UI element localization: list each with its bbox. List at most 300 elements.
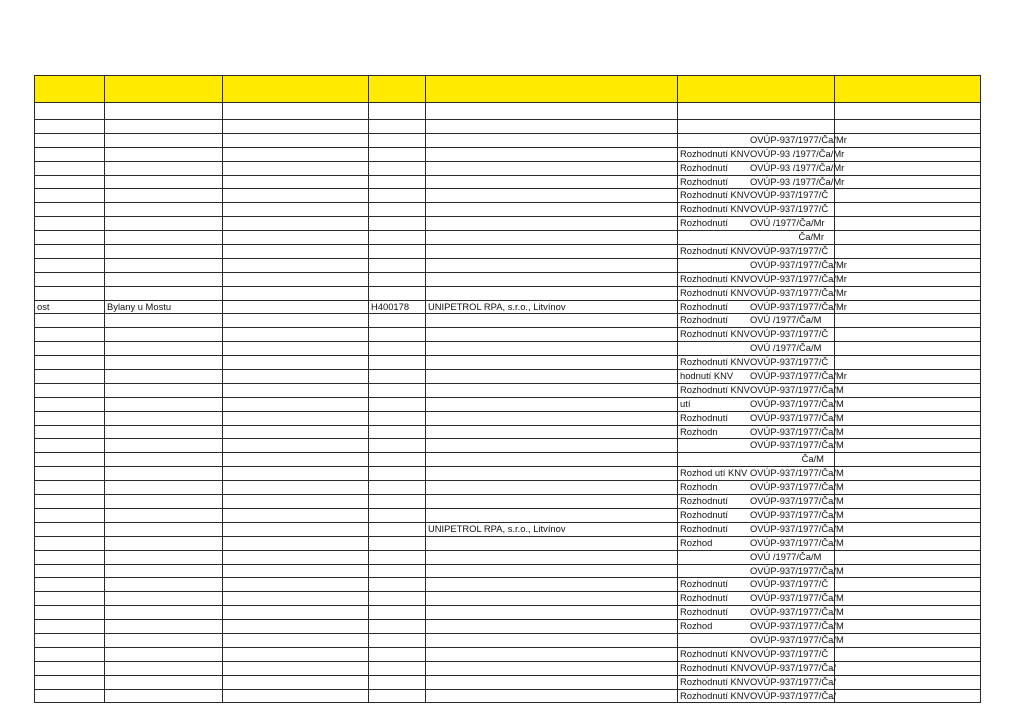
table-row	[35, 328, 981, 342]
owner-cell	[426, 189, 678, 203]
owner-cell	[426, 467, 678, 481]
blank-cell	[835, 314, 981, 328]
blank-cell	[835, 203, 981, 217]
table-row	[35, 481, 981, 495]
parcel-cell	[223, 342, 369, 356]
blank-cell	[835, 328, 981, 342]
blank-cell	[835, 425, 981, 439]
decision-reference: OVÚP-937/1977/Č	[750, 647, 829, 659]
blank-cell	[835, 661, 981, 675]
cadastral-area-cell	[105, 120, 223, 134]
blank-cell	[835, 689, 981, 703]
table-row	[35, 161, 981, 175]
decision-type: Rozhodnutí	[680, 300, 728, 312]
decision-reference: OVÚP-937/1977/Č	[750, 328, 829, 340]
blank-cell	[835, 592, 981, 606]
blank-cell	[835, 356, 981, 370]
table-row	[35, 397, 981, 411]
parcel-cell	[223, 439, 369, 453]
decision-type: Rozhodnutí	[680, 606, 728, 618]
table-row	[35, 508, 981, 522]
decision-cell	[678, 272, 847, 286]
decision-cell	[678, 564, 844, 578]
owner-cell	[426, 161, 678, 175]
blank-cell	[835, 175, 981, 189]
cadastral-area-cell	[105, 425, 223, 439]
table-row	[35, 342, 981, 356]
table-row	[35, 286, 981, 300]
owner-cell	[426, 258, 678, 272]
owner-cell	[426, 661, 678, 675]
table-row	[35, 647, 981, 661]
cadastral-area-cell	[105, 661, 223, 675]
decision-reference: OVÚ /1977/Ča/M	[750, 314, 822, 326]
code-cell	[369, 578, 426, 592]
code-cell	[369, 647, 426, 661]
decision-reference: OVÚ /1977/Ča/Mr	[750, 217, 825, 229]
blank-cell	[835, 245, 981, 259]
code-cell	[369, 217, 426, 231]
cadastral-area-cell	[105, 689, 223, 703]
cadastral-area-cell	[105, 647, 223, 661]
code-cell	[369, 120, 426, 134]
parcel-cell	[223, 328, 369, 342]
blank-cell	[835, 161, 981, 175]
decision-type: Rozhodnutí KNV	[680, 689, 750, 701]
table-row	[35, 175, 981, 189]
owner-cell	[426, 175, 678, 189]
cadastral-area-cell	[105, 245, 223, 259]
code-cell	[369, 103, 426, 120]
decision-cell	[678, 120, 835, 134]
decision-reference: OVÚP-937/1977/Ča/M	[750, 495, 844, 507]
code-cell	[369, 147, 426, 161]
code-cell	[369, 425, 426, 439]
decision-reference: OVÚP-937/1977/Č	[750, 189, 829, 201]
decision-cell	[678, 508, 844, 522]
owner-cell	[426, 133, 678, 147]
table-row	[35, 522, 981, 536]
decision-cell	[678, 689, 835, 703]
code-cell	[369, 606, 426, 620]
decision-cell	[678, 203, 835, 217]
cadastral-area-cell	[105, 467, 223, 481]
decision-reference: OVÚP-937/1977/Ča/M	[750, 383, 844, 395]
table-row	[35, 620, 981, 634]
blank-cell	[835, 467, 981, 481]
cadastral-area-cell	[105, 675, 223, 689]
region-cell	[35, 620, 105, 634]
blank-cell	[835, 120, 981, 134]
table-row	[35, 564, 981, 578]
cadastral-area-cell	[105, 522, 223, 536]
decision-type: Rozhodnutí KNV	[680, 647, 750, 659]
decision-type: Rozhodnutí KNV	[680, 328, 750, 340]
blank-cell	[835, 578, 981, 592]
cadastral-area-cell	[105, 103, 223, 120]
code-cell	[369, 439, 426, 453]
owner-cell	[426, 217, 678, 231]
decision-reference: OVÚP-937/1977/Ča/M	[750, 425, 844, 437]
region-cell	[35, 258, 105, 272]
code-cell	[369, 564, 426, 578]
record-table	[34, 75, 981, 703]
parcel-cell	[223, 356, 369, 370]
parcel-cell	[223, 161, 369, 175]
table-row	[35, 578, 981, 592]
decision-reference: Ča/M	[801, 453, 824, 465]
decision-cell	[678, 103, 835, 120]
header-cell	[105, 76, 223, 103]
parcel-cell	[223, 467, 369, 481]
decision-type: Rozhodnutí	[680, 495, 728, 507]
decision-type: Rozhod	[680, 536, 713, 548]
parcel-cell	[223, 203, 369, 217]
cadastral-area-cell	[105, 231, 223, 245]
region-cell	[35, 578, 105, 592]
cadastral-area-cell	[105, 189, 223, 203]
decision-type: hodnutí KNV	[680, 370, 734, 382]
parcel-cell	[223, 578, 369, 592]
decision-reference: OVÚP-937/1977/Ča/M	[750, 564, 844, 576]
code-cell	[369, 689, 426, 703]
decision-reference: OVÚP-937/1977/Ča/	[750, 689, 836, 701]
code-cell	[369, 620, 426, 634]
header-cell	[223, 76, 369, 103]
table-row	[35, 356, 981, 370]
decision-cell	[678, 217, 835, 231]
parcel-cell	[223, 103, 369, 120]
cadastral-area-cell	[105, 161, 223, 175]
decision-reference: OVÚP-937/1977/Ča/M	[750, 411, 844, 423]
owner-cell	[426, 245, 678, 259]
blank-cell	[835, 606, 981, 620]
table-row	[35, 606, 981, 620]
table-row	[35, 189, 981, 203]
owner-cell	[426, 647, 678, 661]
parcel-cell	[223, 495, 369, 509]
parcel-cell	[223, 300, 369, 314]
blank-cell	[835, 383, 981, 397]
decision-reference: OVÚP-937/1977/Ča/M	[750, 592, 844, 604]
decision-reference: OVÚP-937/1977/Ča/M	[750, 606, 844, 618]
parcel-cell	[223, 689, 369, 703]
code-cell	[369, 286, 426, 300]
header-cell	[678, 76, 835, 103]
cadastral-area-cell	[105, 620, 223, 634]
blank-cell	[835, 147, 981, 161]
cadastral-area-cell	[105, 342, 223, 356]
decision-cell	[678, 439, 844, 453]
blank-cell	[835, 564, 981, 578]
decision-cell	[678, 231, 835, 245]
owner-cell	[426, 633, 678, 647]
owner-cell	[426, 439, 678, 453]
owner-cell	[426, 383, 678, 397]
decision-reference: OVÚP-937/1977/Ča/M	[750, 481, 844, 493]
blank-cell	[835, 620, 981, 634]
code-cell	[369, 592, 426, 606]
blank-cell	[835, 439, 981, 453]
blank-cell	[835, 189, 981, 203]
decision-reference: OVÚP-937/1977/Ča/	[750, 661, 836, 673]
code-cell	[369, 633, 426, 647]
decision-reference: OVÚP-93 /1977/Ča/Mr	[750, 161, 845, 173]
blank-cell	[835, 508, 981, 522]
code-cell	[369, 411, 426, 425]
cadastral-area-cell	[105, 508, 223, 522]
decision-cell	[678, 647, 835, 661]
region-cell	[35, 675, 105, 689]
code-cell	[369, 661, 426, 675]
header-cell	[369, 76, 426, 103]
blank-cell	[835, 675, 981, 689]
owner-cell	[426, 578, 678, 592]
code-cell	[369, 453, 426, 467]
owner-cell	[426, 231, 678, 245]
region-cell	[35, 189, 105, 203]
region-cell	[35, 453, 105, 467]
parcel-cell	[223, 453, 369, 467]
parcel-cell	[223, 383, 369, 397]
blank-cell	[835, 370, 981, 384]
cadastral-area-cell	[105, 453, 223, 467]
blank-cell	[835, 495, 981, 509]
decision-cell	[678, 592, 844, 606]
decision-cell	[678, 675, 835, 689]
code-cell	[369, 231, 426, 245]
decision-cell	[678, 411, 844, 425]
owner-cell	[426, 689, 678, 703]
table-row	[35, 411, 981, 425]
blank-cell	[835, 231, 981, 245]
decision-cell	[678, 481, 844, 495]
parcel-cell	[223, 481, 369, 495]
decision-cell	[678, 342, 835, 356]
decision-cell	[678, 620, 844, 634]
decision-cell	[678, 286, 847, 300]
code-cell	[369, 397, 426, 411]
region-cell	[35, 481, 105, 495]
parcel-cell	[223, 120, 369, 134]
decision-reference: OVÚ /1977/Ča/M	[750, 342, 822, 354]
decision-cell	[678, 606, 844, 620]
code-cell	[369, 467, 426, 481]
decision-type: Rozhodnutí	[680, 522, 728, 534]
decision-cell	[678, 161, 845, 175]
decision-cell	[678, 300, 847, 314]
code-cell	[369, 314, 426, 328]
owner-cell	[426, 620, 678, 634]
region-cell	[35, 286, 105, 300]
owner-cell	[426, 120, 678, 134]
parcel-cell	[223, 411, 369, 425]
code-cell	[369, 328, 426, 342]
region-cell	[35, 564, 105, 578]
table-row	[35, 258, 981, 272]
parcel-cell	[223, 508, 369, 522]
parcel-cell	[223, 133, 369, 147]
cadastral-area-cell	[105, 633, 223, 647]
decision-type: Rozhodnutí	[680, 217, 728, 229]
decision-cell	[678, 633, 844, 647]
region-cell	[35, 633, 105, 647]
code-cell	[369, 245, 426, 259]
decision-cell	[678, 495, 844, 509]
owner-cell	[426, 203, 678, 217]
cadastral-area-cell: Bylany u Mostu	[105, 300, 223, 314]
region-cell	[35, 495, 105, 509]
blank-cell	[835, 397, 981, 411]
region-cell	[35, 606, 105, 620]
decision-reference: OVÚP-93 /1977/Ča/Mr	[750, 147, 845, 159]
table-row	[35, 425, 981, 439]
cadastral-area-cell	[105, 536, 223, 550]
decision-reference: OVÚP-937/1977/Ča/M	[750, 620, 844, 632]
decision-type: Rozhodnutí KNV	[680, 383, 750, 395]
table-row	[35, 300, 981, 314]
code-cell	[369, 536, 426, 550]
decision-cell	[678, 578, 835, 592]
region-cell	[35, 411, 105, 425]
region-cell	[35, 383, 105, 397]
decision-type: Rozhodnutí KNV	[680, 675, 750, 687]
decision-reference: OVÚP-937/1977/Č	[750, 203, 829, 215]
owner-cell	[426, 314, 678, 328]
decision-cell	[678, 175, 845, 189]
cadastral-area-cell	[105, 258, 223, 272]
header-cell	[835, 76, 981, 103]
decision-type: Rozhodnutí KNV	[680, 245, 750, 257]
parcel-cell	[223, 397, 369, 411]
cadastral-area-cell	[105, 272, 223, 286]
decision-type: Rozhodnutí	[680, 161, 728, 173]
parcel-cell	[223, 606, 369, 620]
code-cell	[369, 383, 426, 397]
code-cell	[369, 189, 426, 203]
blank-cell	[835, 286, 981, 300]
table-row	[35, 592, 981, 606]
parcel-cell	[223, 592, 369, 606]
code-cell	[369, 495, 426, 509]
decision-cell	[678, 425, 844, 439]
decision-type: Rozhod utí KNV	[680, 467, 748, 479]
cadastral-area-cell	[105, 411, 223, 425]
decision-reference: OVÚP-937/1977/Ča/M	[750, 508, 844, 520]
decision-reference: OVÚP-937/1977/Ča/	[750, 675, 836, 687]
blank-cell	[835, 550, 981, 564]
table-row	[35, 661, 981, 675]
region-cell	[35, 342, 105, 356]
cadastral-area-cell	[105, 481, 223, 495]
blank-cell	[835, 522, 981, 536]
region-cell	[35, 133, 105, 147]
parcel-cell	[223, 675, 369, 689]
owner-cell: UNIPETROL RPA, s.r.o., Litvínov	[426, 522, 678, 536]
decision-reference: OVÚP-937/1977/Ča/M	[750, 397, 844, 409]
owner-cell	[426, 356, 678, 370]
region-cell	[35, 217, 105, 231]
table-row	[35, 231, 981, 245]
parcel-cell	[223, 370, 369, 384]
decision-reference: OVÚP-937/1977/Č	[750, 578, 829, 590]
decision-type: Rozhodnutí	[680, 411, 728, 423]
owner-cell	[426, 495, 678, 509]
code-cell	[369, 522, 426, 536]
code-cell	[369, 175, 426, 189]
cadastral-area-cell	[105, 133, 223, 147]
cadastral-area-cell	[105, 203, 223, 217]
decision-type: Rozhodnutí KNV	[680, 286, 750, 298]
code-cell	[369, 356, 426, 370]
region-cell	[35, 103, 105, 120]
parcel-cell	[223, 175, 369, 189]
decision-reference: OVÚP-937/1977/Ča/Mr	[750, 272, 847, 284]
decision-cell	[678, 356, 835, 370]
region-cell	[35, 508, 105, 522]
cadastral-area-cell	[105, 370, 223, 384]
parcel-cell	[223, 272, 369, 286]
decision-reference: OVÚP-937/1977/Ča/M	[750, 439, 844, 451]
decision-type: utí	[680, 397, 691, 409]
code-cell	[369, 508, 426, 522]
decision-reference: OVÚP-937/1977/Č	[750, 356, 829, 368]
blank-cell	[835, 411, 981, 425]
table-row	[35, 370, 981, 384]
decision-cell	[678, 522, 844, 536]
region-cell	[35, 536, 105, 550]
decision-type: Rozhodn	[680, 481, 718, 493]
table-row	[35, 675, 981, 689]
decision-reference: OVÚP-937/1977/Ča/M	[750, 536, 844, 548]
blank-cell	[835, 536, 981, 550]
owner-cell	[426, 103, 678, 120]
decision-cell	[678, 383, 844, 397]
decision-type: Rozhodnutí KNV	[680, 356, 750, 368]
parcel-cell	[223, 661, 369, 675]
decision-cell	[678, 661, 835, 675]
blank-cell	[835, 342, 981, 356]
owner-cell	[426, 370, 678, 384]
parcel-cell	[223, 536, 369, 550]
owner-cell	[426, 481, 678, 495]
decision-reference: OVÚP-937/1977/Ča/M	[750, 467, 844, 479]
cadastral-area-cell	[105, 314, 223, 328]
code-cell	[369, 342, 426, 356]
cadastral-area-cell	[105, 383, 223, 397]
blank-cell	[835, 453, 981, 467]
decision-type: Rozhodnutí KNV	[680, 203, 750, 215]
decision-reference: OVÚ /1977/Ča/M	[750, 550, 822, 562]
blank-cell	[835, 272, 981, 286]
code-cell	[369, 370, 426, 384]
table-row	[35, 383, 981, 397]
parcel-cell	[223, 217, 369, 231]
table-row	[35, 633, 981, 647]
parcel-cell	[223, 564, 369, 578]
cadastral-area-cell	[105, 495, 223, 509]
owner-cell	[426, 328, 678, 342]
region-cell	[35, 120, 105, 134]
owner-cell	[426, 508, 678, 522]
decision-type: Rozhodnutí	[680, 578, 728, 590]
region-cell	[35, 689, 105, 703]
decision-reference: OVÚP-937/1977/Ča/M	[750, 633, 844, 645]
decision-cell	[678, 133, 847, 147]
decision-cell	[678, 536, 844, 550]
header-cell	[426, 76, 678, 103]
owner-cell	[426, 411, 678, 425]
